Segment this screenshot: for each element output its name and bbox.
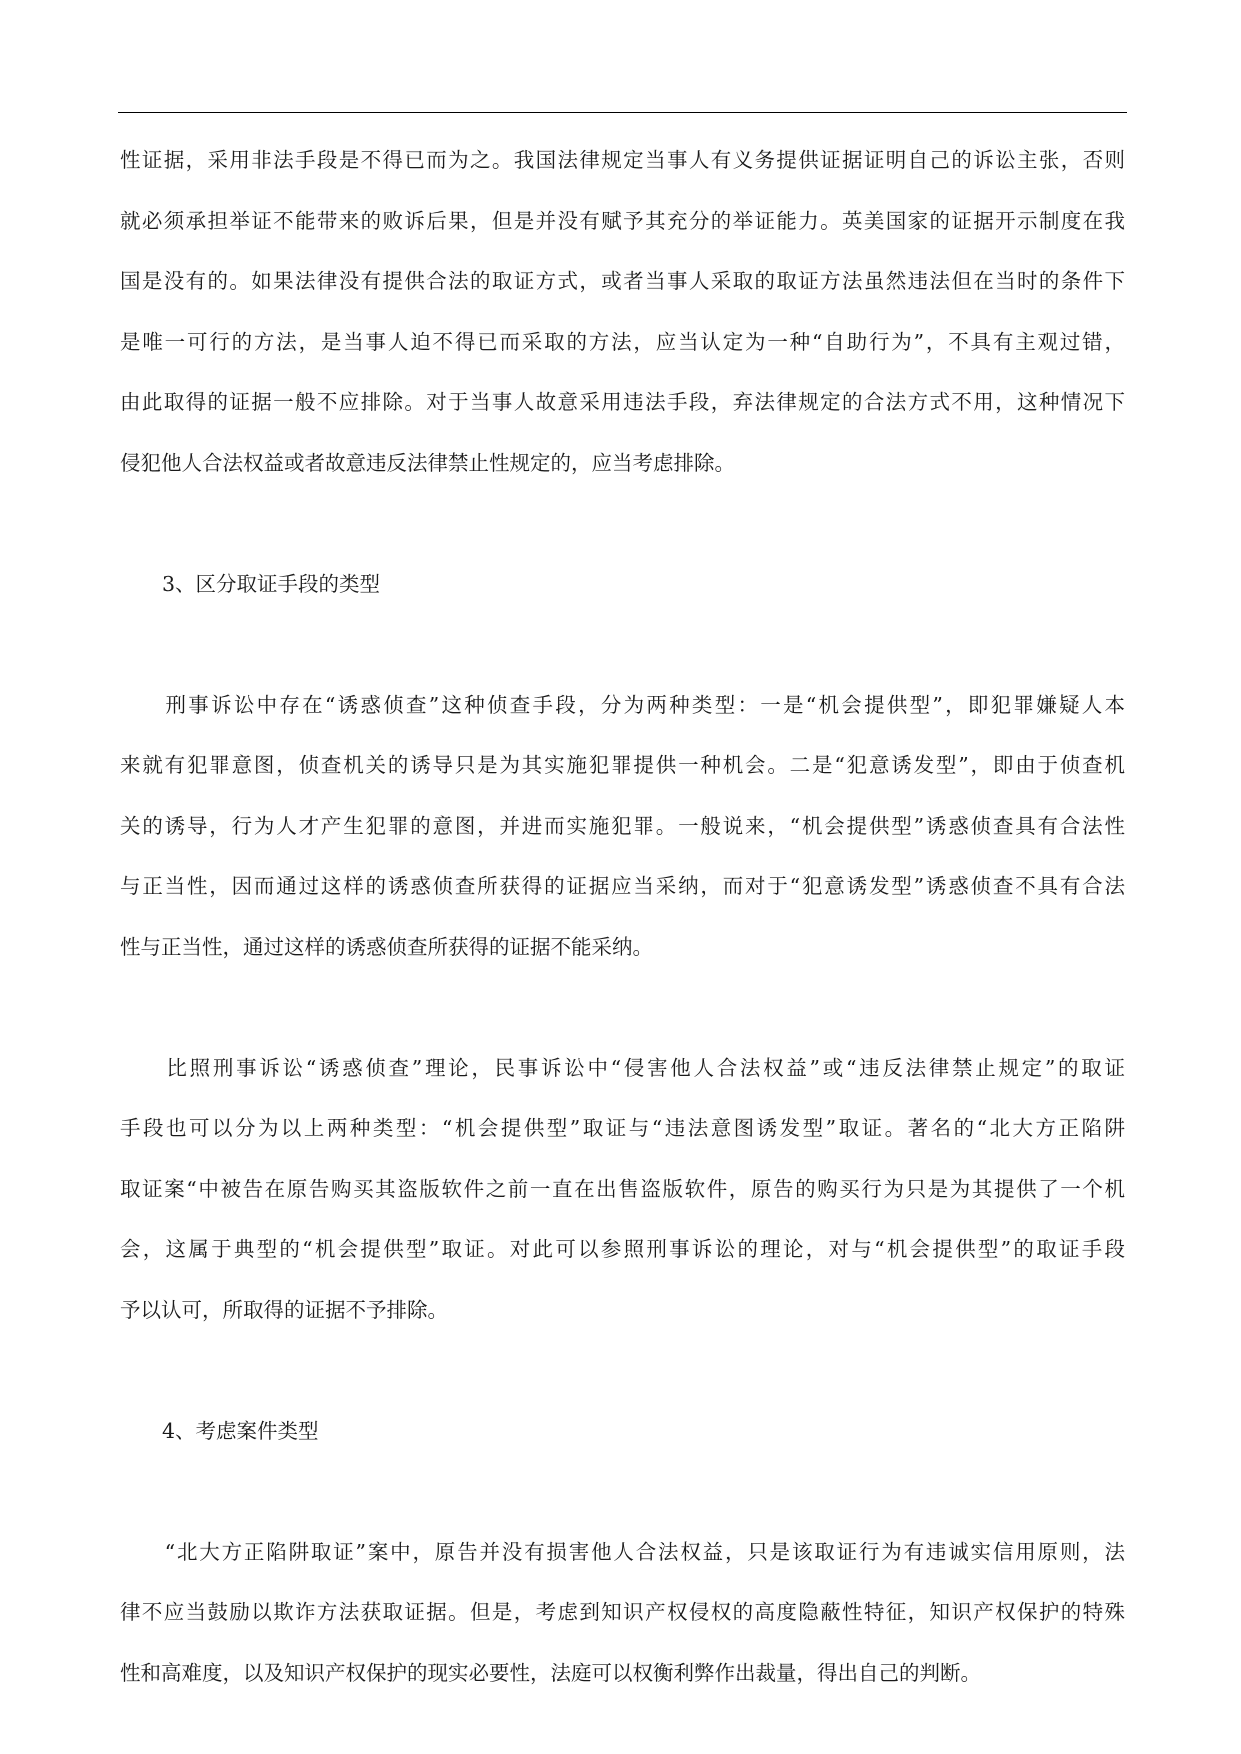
paragraph — [120, 685, 1125, 988]
text-line: 与正当性，因而通过这样的诱惑侦查所获得的证据应当采纳，而对于“犯意诱发型”诱惑侦查不具有合法 — [120, 874, 1125, 898]
section-heading: 4、考虑案件类型 — [162, 1418, 319, 1443]
text-line: 就必须承担举证不能带来的败诉后果，但是并没有赋予其充分的举证能力。英美国家的证据开示制度在我 — [120, 208, 1125, 233]
text-line: 律不应当鼓励以欺诈方法获取证据。但是，考虑到知识产权侵权的高度隐蔽性特征，知识产权保护的特殊 — [120, 1600, 1125, 1624]
text-line: 侵犯他人合法权益或者故意违反法律禁止性规定的，应当考虑排除。 — [120, 450, 735, 475]
paragraph — [120, 1048, 1125, 1351]
paragraph — [120, 1532, 1125, 1714]
text-line: 是唯一可行的方法，是当事人迫不得已而采取的方法，应当认定为一种“自助行为”，不具有主观过错， — [120, 329, 1125, 354]
text-line: “北大方正陷阱取证”案中，原告并没有损害他人合法权益，只是该取证行为有违诚实信用原则，法 — [120, 1539, 1125, 1564]
text-line: 刑事诉讼中存在“诱惑侦查”这种侦查手段，分为两种类型：一是“机会提供型”，即犯罪嫌疑人本 — [120, 692, 1125, 717]
text-line: 予以认可，所取得的证据不予排除。 — [120, 1297, 448, 1322]
text-line: 性和高难度，以及知识产权保护的现实必要性，法庭可以权衡利弊作出裁量，得出自己的判断。 — [120, 1660, 981, 1685]
section-heading: 3、区分取证手段的类型 — [162, 571, 381, 596]
text-line: 性与正当性，通过这样的诱惑侦查所获得的证据不能采纳。 — [120, 934, 653, 959]
text-line: 关的诱导，行为人才产生犯罪的意图，并进而实施犯罪。一般说来，“机会提供型”诱惑侦查具有合法性 — [120, 813, 1125, 838]
text-line: 国是没有的。如果法律没有提供合法的取证方式，或者当事人采取的取证方法虽然违法但在当时的条件下 — [120, 269, 1125, 293]
text-line: 会，这属于典型的“机会提供型”取证。对此可以参照刑事诉讼的理论，对与“机会提供型”的取证手段 — [120, 1237, 1125, 1261]
page-body — [120, 140, 1125, 1713]
text-line: 由此取得的证据一般不应排除。对于当事人故意采用违法手段，弃法律规定的合法方式不用，这种情况下 — [120, 390, 1125, 414]
text-line: 取证案“中被告在原告购买其盗版软件之前一直在出售盗版软件，原告的购买行为只是为其提供了一个机 — [120, 1176, 1125, 1201]
paragraph — [120, 140, 1125, 503]
text-line: 比照刑事诉讼“诱惑侦查”理论，民事诉讼中“侵害他人合法权益”或“违反法律禁止规定”的取证 — [120, 1055, 1125, 1080]
text-line: 性证据，采用非法手段是不得已而为之。我国法律规定当事人有义务提供证据证明自己的诉讼主张，否则 — [120, 148, 1125, 172]
header-rule — [118, 112, 1127, 113]
text-line: 来就有犯罪意图，侦查机关的诱导只是为其实施犯罪提供一种机会。二是“犯意诱发型”，即由于侦查机 — [120, 753, 1125, 777]
text-line: 手段也可以分为以上两种类型：“机会提供型”取证与“违法意图诱发型”取证。著名的“北大方正陷阱 — [120, 1116, 1125, 1140]
